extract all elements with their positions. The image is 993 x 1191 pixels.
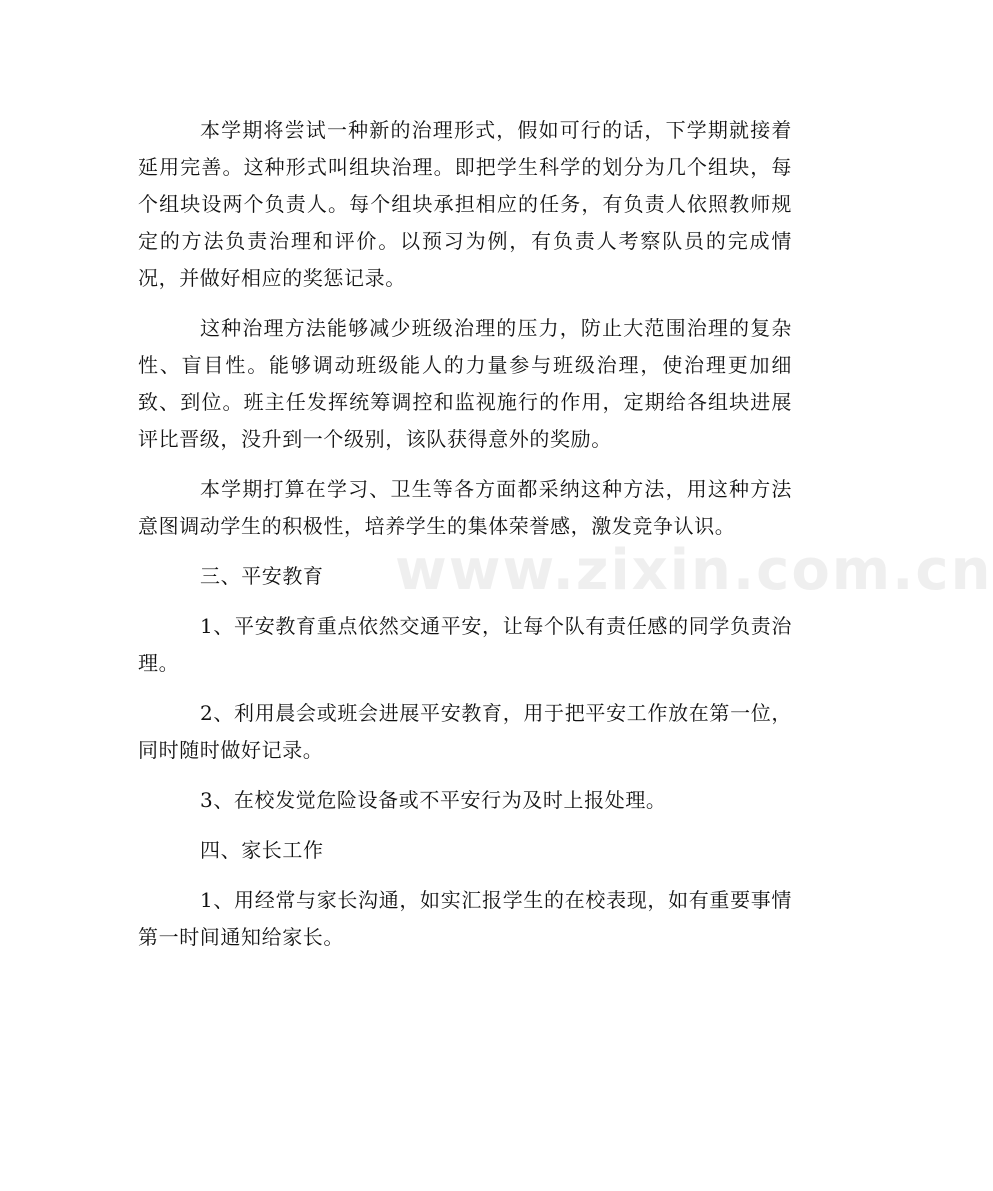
paragraph-semester-plan: 本学期打算在学习、卫生等各方面都采纳这种方法，用这种方法意图调动学生的积极性，培养学生的集体荣誉感，激发竞争认识。 xyxy=(138,477,792,538)
safety-item-3: 3、在校发觉危险设备或不平安行为及时上报处理。 xyxy=(200,788,667,812)
section-heading-safety: 三、平安教育 xyxy=(200,564,324,588)
paragraph-group-management: 本学期将尝试一种新的治理形式，假如可行的话，下学期就接着延用完善。这种形式叫组块治理。即把学生科学的划分为几个组块，每个组块设两个负责人。每个组块承担相应的任务，有负责人依照教师规定的方法负责治理和评价。以预习为例，有负责人考察队员的完成情况，并做好相应的奖惩记录。 xyxy=(138,118,792,290)
section-heading-parents: 四、家长工作 xyxy=(200,838,324,862)
parents-item-1: 1、用经常与家长沟通，如实汇报学生的在校表现，如有重要事情第一时间通知给家长。 xyxy=(138,888,792,949)
watermark: www.zixin.com.cn xyxy=(395,538,993,603)
document-body xyxy=(138,112,792,969)
paragraph-management-benefits: 这种治理方法能够减少班级治理的压力，防止大范围治理的复杂性、盲目性。能够调动班级能人的力量参与班级治理，使治理更加细致、到位。班主任发挥统筹调控和监视施行的作用，定期给各组块进展评比晋级，没升到一个级别，该队获得意外的奖励。 xyxy=(138,316,792,451)
safety-item-2: 2、利用晨会或班会进展平安教育，用于把平安工作放在第一位，同时随时做好记录。 xyxy=(138,701,792,762)
safety-item-1: 1、平安教育重点依然交通平安，让每个队有责任感的同学负责治理。 xyxy=(138,614,792,675)
